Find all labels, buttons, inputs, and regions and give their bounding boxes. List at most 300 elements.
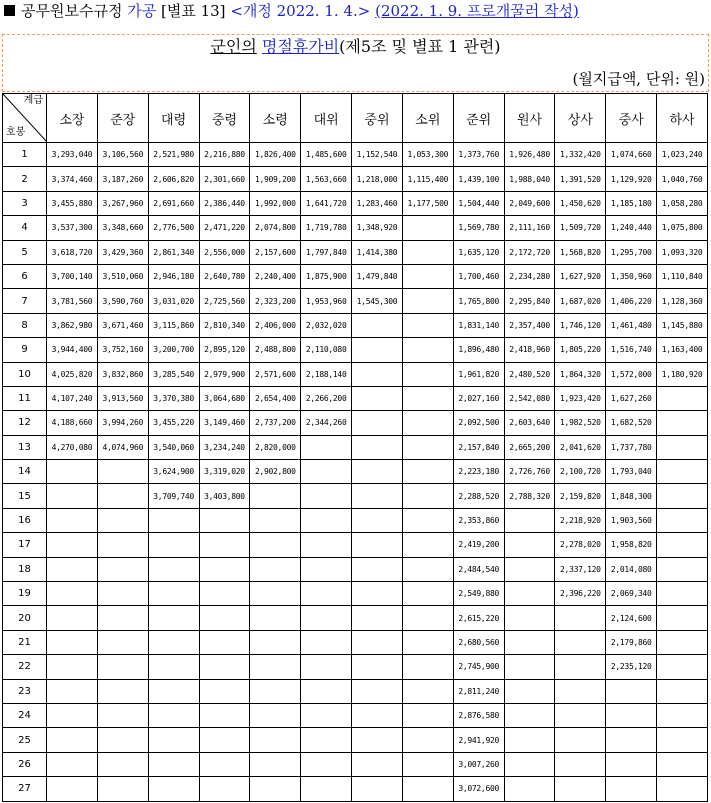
amount-cell: [250, 557, 301, 581]
amount-cell: [402, 240, 453, 264]
amount-cell: [250, 606, 301, 630]
amount-cell: [199, 533, 250, 557]
amount-cell: 1,332,420: [555, 143, 606, 167]
amount-cell: 2,941,920: [453, 728, 504, 752]
table-row: [3, 435, 708, 459]
amount-cell: [504, 777, 555, 801]
step-number: 18: [3, 557, 47, 581]
amount-cell: 3,429,360: [97, 240, 148, 264]
table-row: [3, 582, 708, 606]
step-number: 5: [3, 240, 47, 264]
amount-cell: [657, 435, 708, 459]
amount-cell: 2,680,560: [453, 630, 504, 654]
amount-cell: 1,283,460: [352, 191, 403, 215]
table-row: [3, 752, 708, 776]
amount-cell: [148, 557, 199, 581]
amount-cell: 1,240,440: [606, 216, 657, 240]
amount-cell: 1,992,000: [250, 191, 301, 215]
amount-cell: [47, 606, 98, 630]
amount-cell: [352, 655, 403, 679]
amount-cell: 2,484,540: [453, 557, 504, 581]
amount-cell: [148, 582, 199, 606]
amount-cell: 1,479,840: [352, 264, 403, 288]
amount-cell: [402, 752, 453, 776]
amount-cell: [352, 582, 403, 606]
step-number: 27: [3, 777, 47, 801]
amount-cell: [352, 703, 403, 727]
amount-cell: 3,200,700: [148, 338, 199, 362]
table-row: [3, 557, 708, 581]
amount-cell: [402, 582, 453, 606]
amount-cell: [148, 630, 199, 654]
amount-cell: 1,058,280: [657, 191, 708, 215]
amount-cell: 1,406,220: [606, 289, 657, 313]
amount-cell: 2,665,200: [504, 435, 555, 459]
amount-cell: 2,776,500: [148, 216, 199, 240]
amount-cell: [301, 606, 352, 630]
amount-cell: [402, 533, 453, 557]
corner-cell: [3, 94, 47, 143]
step-number: 6: [3, 264, 47, 288]
amount-cell: [555, 777, 606, 801]
table-row: [3, 630, 708, 654]
amount-cell: [250, 484, 301, 508]
amount-cell: [402, 386, 453, 410]
amount-cell: 1,848,300: [606, 484, 657, 508]
amount-cell: [199, 752, 250, 776]
amount-cell: [199, 655, 250, 679]
step-number: 20: [3, 606, 47, 630]
amount-cell: 4,107,240: [47, 386, 98, 410]
step-number: 8: [3, 313, 47, 337]
amount-cell: [47, 557, 98, 581]
table-row: [3, 533, 708, 557]
amount-cell: [97, 460, 148, 484]
amount-cell: 2,240,400: [250, 264, 301, 288]
step-number: 21: [3, 630, 47, 654]
amount-cell: 2,172,720: [504, 240, 555, 264]
step-number: 15: [3, 484, 47, 508]
amount-cell: [148, 655, 199, 679]
amount-cell: 2,234,280: [504, 264, 555, 288]
table-row: [3, 289, 708, 313]
amount-cell: 3,319,020: [199, 460, 250, 484]
amount-cell: 3,618,720: [47, 240, 98, 264]
step-number: 2: [3, 167, 47, 191]
amount-cell: [47, 582, 98, 606]
amount-cell: [352, 630, 403, 654]
amount-cell: [199, 606, 250, 630]
amount-cell: [657, 606, 708, 630]
amount-cell: [47, 777, 98, 801]
amount-cell: [47, 630, 98, 654]
header-table-no: [별표 13]: [160, 2, 226, 20]
column-header: 소위: [402, 94, 453, 143]
title-part2: 명절휴가비: [261, 37, 340, 56]
amount-cell: 3,510,060: [97, 264, 148, 288]
amount-cell: 2,092,500: [453, 411, 504, 435]
amount-cell: [301, 679, 352, 703]
amount-cell: [402, 484, 453, 508]
amount-cell: [657, 557, 708, 581]
amount-cell: 3,455,880: [47, 191, 98, 215]
amount-cell: 3,370,380: [148, 386, 199, 410]
amount-cell: [148, 508, 199, 532]
amount-cell: [250, 630, 301, 654]
amount-cell: [97, 630, 148, 654]
amount-cell: 1,826,400: [250, 143, 301, 167]
amount-cell: [47, 752, 98, 776]
amount-cell: [555, 606, 606, 630]
amount-cell: 1,177,500: [402, 191, 453, 215]
amount-cell: 1,627,260: [606, 386, 657, 410]
amount-cell: 2,606,820: [148, 167, 199, 191]
table-row: [3, 411, 708, 435]
amount-cell: 1,295,700: [606, 240, 657, 264]
amount-cell: 2,691,660: [148, 191, 199, 215]
amount-cell: 2,278,020: [555, 533, 606, 557]
amount-cell: 2,480,520: [504, 362, 555, 386]
header-revision: <개정 2022. 1. 4.>: [230, 2, 371, 20]
amount-cell: 2,124,600: [606, 606, 657, 630]
amount-cell: 3,455,220: [148, 411, 199, 435]
corner-bottom-label: 호봉: [6, 127, 26, 138]
table-row: [3, 703, 708, 727]
amount-cell: 2,337,120: [555, 557, 606, 581]
amount-cell: [352, 533, 403, 557]
amount-cell: 1,180,920: [657, 362, 708, 386]
amount-cell: [199, 679, 250, 703]
amount-cell: 1,053,300: [402, 143, 453, 167]
amount-cell: [352, 435, 403, 459]
amount-cell: 1,391,520: [555, 167, 606, 191]
amount-cell: 2,049,600: [504, 191, 555, 215]
amount-cell: 2,301,660: [199, 167, 250, 191]
amount-cell: [402, 606, 453, 630]
amount-cell: 3,944,400: [47, 338, 98, 362]
amount-cell: 1,982,520: [555, 411, 606, 435]
amount-cell: 1,923,420: [555, 386, 606, 410]
amount-cell: 1,961,820: [453, 362, 504, 386]
amount-cell: [352, 508, 403, 532]
amount-cell: 1,516,740: [606, 338, 657, 362]
table-row: [3, 386, 708, 410]
amount-cell: 3,700,140: [47, 264, 98, 288]
amount-cell: 1,115,400: [402, 167, 453, 191]
amount-cell: 3,781,560: [47, 289, 98, 313]
amount-cell: 3,994,260: [97, 411, 148, 435]
amount-cell: [301, 484, 352, 508]
table-row: [3, 167, 708, 191]
step-number: 1: [3, 143, 47, 167]
amount-cell: 1,831,140: [453, 313, 504, 337]
amount-cell: [352, 752, 403, 776]
table-row: [3, 777, 708, 801]
amount-cell: 1,129,920: [606, 167, 657, 191]
amount-cell: [352, 777, 403, 801]
amount-cell: 1,569,780: [453, 216, 504, 240]
step-number: 16: [3, 508, 47, 532]
amount-cell: [402, 435, 453, 459]
amount-cell: [250, 752, 301, 776]
amount-cell: 1,218,000: [352, 167, 403, 191]
amount-cell: 1,110,840: [657, 264, 708, 288]
amount-cell: [148, 606, 199, 630]
amount-cell: 3,072,600: [453, 777, 504, 801]
amount-cell: 2,157,840: [453, 435, 504, 459]
amount-cell: 2,218,920: [555, 508, 606, 532]
amount-cell: 1,373,760: [453, 143, 504, 167]
amount-cell: 2,788,320: [504, 484, 555, 508]
amount-cell: 1,450,620: [555, 191, 606, 215]
amount-cell: 1,563,660: [301, 167, 352, 191]
amount-cell: [657, 460, 708, 484]
column-header: 대위: [301, 94, 352, 143]
amount-cell: 3,031,020: [148, 289, 199, 313]
step-number: 7: [3, 289, 47, 313]
column-header: 상사: [555, 94, 606, 143]
amount-cell: [301, 703, 352, 727]
amount-cell: [504, 508, 555, 532]
amount-cell: [97, 752, 148, 776]
amount-cell: 2,110,080: [301, 338, 352, 362]
amount-cell: 2,386,440: [199, 191, 250, 215]
amount-cell: [250, 508, 301, 532]
amount-cell: 1,023,240: [657, 143, 708, 167]
amount-cell: 3,267,960: [97, 191, 148, 215]
amount-cell: [250, 679, 301, 703]
amount-cell: [301, 508, 352, 532]
amount-cell: 1,641,720: [301, 191, 352, 215]
amount-cell: 2,188,140: [301, 362, 352, 386]
amount-cell: [657, 582, 708, 606]
header-prefix: 공무원보수규정: [21, 2, 123, 20]
amount-cell: 2,014,080: [606, 557, 657, 581]
amount-cell: [301, 752, 352, 776]
corner-top-label: 계급: [23, 95, 43, 106]
amount-cell: [402, 264, 453, 288]
amount-cell: 2,418,960: [504, 338, 555, 362]
amount-cell: [97, 679, 148, 703]
amount-cell: 2,323,200: [250, 289, 301, 313]
amount-cell: [657, 703, 708, 727]
amount-cell: [301, 460, 352, 484]
table-row: [3, 143, 708, 167]
amount-cell: 1,765,800: [453, 289, 504, 313]
step-number: 14: [3, 460, 47, 484]
amount-cell: 2,725,560: [199, 289, 250, 313]
table-row: [3, 313, 708, 337]
amount-cell: [402, 508, 453, 532]
step-number: 12: [3, 411, 47, 435]
amount-cell: [301, 728, 352, 752]
column-header: 준장: [97, 94, 148, 143]
amount-cell: 1,746,120: [555, 313, 606, 337]
amount-cell: [199, 703, 250, 727]
table-row: [3, 240, 708, 264]
step-number: 4: [3, 216, 47, 240]
amount-cell: [657, 533, 708, 557]
amount-cell: 1,152,540: [352, 143, 403, 167]
amount-cell: 2,357,400: [504, 313, 555, 337]
amount-cell: 3,540,060: [148, 435, 199, 459]
table-row: [3, 655, 708, 679]
amount-cell: [402, 289, 453, 313]
header-appendix: 가공: [127, 2, 157, 20]
amount-cell: [402, 460, 453, 484]
amount-cell: 1,040,760: [657, 167, 708, 191]
column-header: 중사: [606, 94, 657, 143]
amount-cell: [97, 777, 148, 801]
amount-cell: [504, 703, 555, 727]
amount-cell: 2,542,080: [504, 386, 555, 410]
amount-cell: [657, 508, 708, 532]
step-number: 11: [3, 386, 47, 410]
amount-cell: [402, 630, 453, 654]
amount-cell: [199, 630, 250, 654]
amount-cell: [148, 752, 199, 776]
amount-cell: 4,074,960: [97, 435, 148, 459]
amount-cell: [555, 703, 606, 727]
amount-cell: [97, 606, 148, 630]
header-row: [3, 94, 708, 143]
amount-cell: [199, 508, 250, 532]
amount-cell: [47, 508, 98, 532]
amount-cell: [148, 777, 199, 801]
amount-cell: 1,185,180: [606, 191, 657, 215]
amount-cell: 2,615,220: [453, 606, 504, 630]
amount-cell: 2,100,720: [555, 460, 606, 484]
amount-cell: [199, 728, 250, 752]
amount-cell: [301, 582, 352, 606]
amount-cell: 2,895,120: [199, 338, 250, 362]
amount-cell: [402, 362, 453, 386]
amount-cell: [606, 752, 657, 776]
amount-cell: [504, 557, 555, 581]
amount-cell: 2,406,000: [250, 313, 301, 337]
column-header: 대령: [148, 94, 199, 143]
amount-cell: 2,179,860: [606, 630, 657, 654]
amount-cell: 3,403,800: [199, 484, 250, 508]
table-row: [3, 338, 708, 362]
amount-cell: 1,875,900: [301, 264, 352, 288]
amount-cell: [47, 533, 98, 557]
amount-cell: [301, 435, 352, 459]
column-header: 소령: [250, 94, 301, 143]
document-title: [0, 36, 711, 58]
table-body: [3, 143, 708, 802]
amount-cell: 1,163,400: [657, 338, 708, 362]
amount-cell: [402, 313, 453, 337]
step-number: 24: [3, 703, 47, 727]
amount-cell: 1,568,820: [555, 240, 606, 264]
column-header: 준위: [453, 94, 504, 143]
amount-cell: 3,106,560: [97, 143, 148, 167]
amount-cell: [657, 630, 708, 654]
amount-cell: 3,187,260: [97, 167, 148, 191]
amount-cell: [97, 728, 148, 752]
amount-cell: [504, 582, 555, 606]
amount-cell: [148, 533, 199, 557]
amount-cell: 1,700,460: [453, 264, 504, 288]
amount-cell: 2,603,640: [504, 411, 555, 435]
table-row: [3, 606, 708, 630]
amount-cell: 2,111,160: [504, 216, 555, 240]
amount-cell: [352, 386, 403, 410]
amount-cell: 1,348,920: [352, 216, 403, 240]
amount-cell: [301, 557, 352, 581]
step-number: 13: [3, 435, 47, 459]
amount-cell: 2,571,600: [250, 362, 301, 386]
table-row: [3, 191, 708, 215]
table-row: [3, 484, 708, 508]
amount-cell: [402, 777, 453, 801]
amount-cell: [352, 728, 403, 752]
amount-cell: 2,295,840: [504, 289, 555, 313]
step-number: 3: [3, 191, 47, 215]
amount-cell: [504, 655, 555, 679]
amount-cell: [352, 362, 403, 386]
amount-cell: 1,864,320: [555, 362, 606, 386]
amount-cell: 2,471,220: [199, 216, 250, 240]
amount-cell: 3,149,460: [199, 411, 250, 435]
amount-cell: 4,270,080: [47, 435, 98, 459]
amount-cell: 1,719,780: [301, 216, 352, 240]
amount-cell: 1,737,780: [606, 435, 657, 459]
amount-cell: [402, 411, 453, 435]
amount-cell: 2,266,200: [301, 386, 352, 410]
amount-cell: 3,064,680: [199, 386, 250, 410]
amount-cell: 2,027,160: [453, 386, 504, 410]
amount-cell: [199, 557, 250, 581]
amount-cell: 1,682,520: [606, 411, 657, 435]
amount-cell: [148, 728, 199, 752]
amount-cell: [657, 752, 708, 776]
amount-cell: 3,115,860: [148, 313, 199, 337]
amount-cell: [199, 582, 250, 606]
pay-table: [2, 93, 708, 802]
amount-cell: 1,145,880: [657, 313, 708, 337]
amount-cell: 3,348,660: [97, 216, 148, 240]
amount-cell: [301, 655, 352, 679]
amount-cell: [402, 557, 453, 581]
amount-cell: 1,988,040: [504, 167, 555, 191]
amount-cell: [402, 216, 453, 240]
step-number: 9: [3, 338, 47, 362]
amount-cell: 1,485,600: [301, 143, 352, 167]
step-number: 23: [3, 679, 47, 703]
step-number: 17: [3, 533, 47, 557]
amount-cell: [352, 606, 403, 630]
amount-cell: 1,350,960: [606, 264, 657, 288]
amount-cell: 1,687,020: [555, 289, 606, 313]
amount-cell: [555, 655, 606, 679]
amount-cell: 2,640,780: [199, 264, 250, 288]
amount-cell: 3,862,980: [47, 313, 98, 337]
table-row: [3, 362, 708, 386]
step-number: 25: [3, 728, 47, 752]
amount-cell: 4,025,820: [47, 362, 98, 386]
amount-cell: [301, 533, 352, 557]
amount-cell: [47, 460, 98, 484]
amount-cell: 2,737,200: [250, 411, 301, 435]
amount-cell: 3,913,560: [97, 386, 148, 410]
amount-cell: 1,074,660: [606, 143, 657, 167]
amount-cell: [47, 655, 98, 679]
header-written: (2022. 1. 9. 프로개꿀러 작성): [375, 2, 579, 20]
amount-cell: 2,820,000: [250, 435, 301, 459]
table-row: [3, 264, 708, 288]
